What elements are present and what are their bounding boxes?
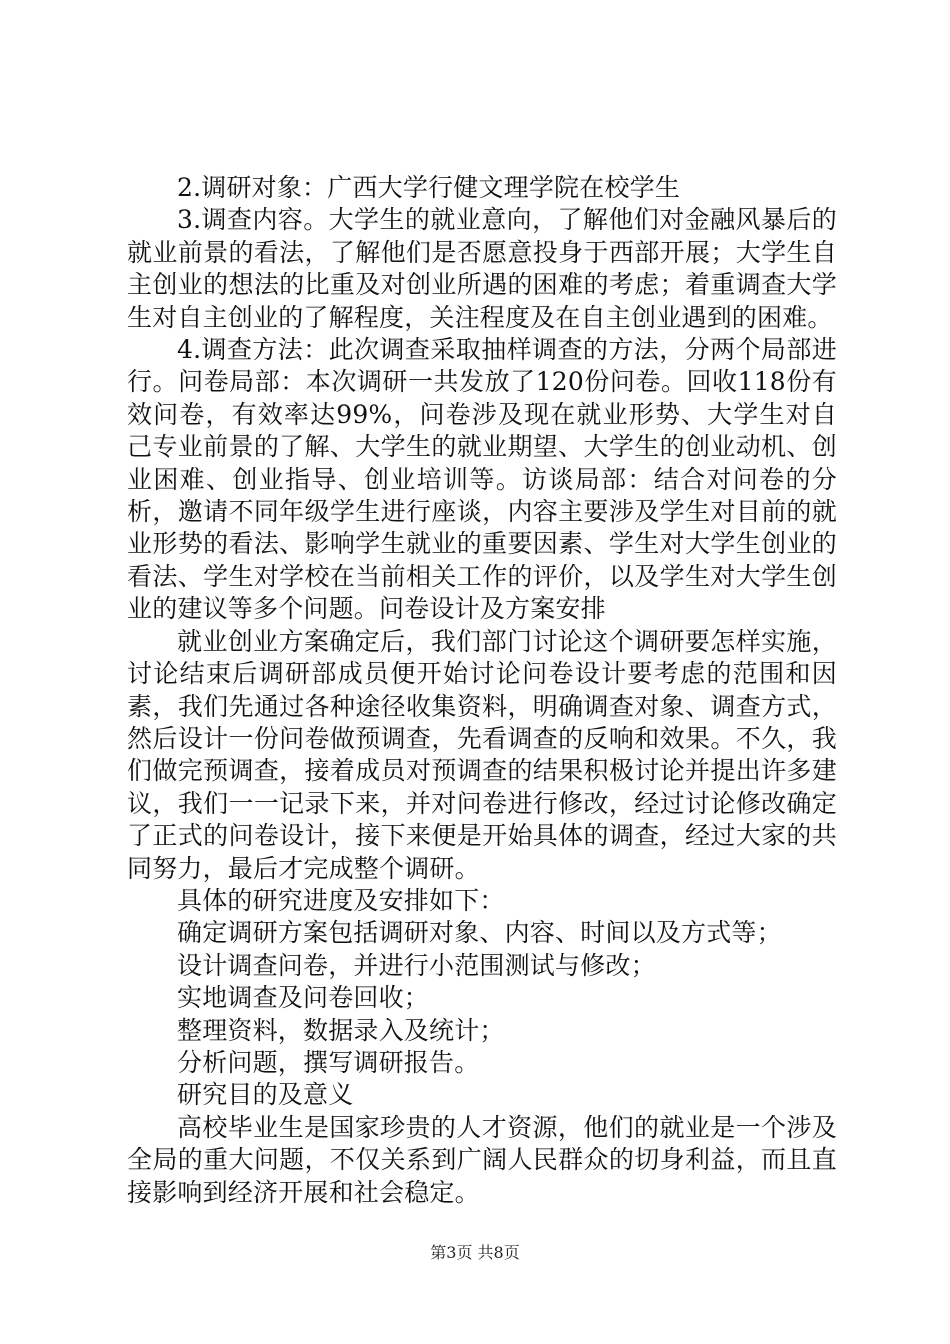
paragraph-purpose: 高校毕业生是国家珍贵的人才资源，他们的就业是一个涉及全局的重大问题，不仅关系到广阔人民群众的切身利益，而且直接影响到经济开展和社会稳定。	[127, 1112, 837, 1207]
schedule-item-5: 分析问题，撰写调研报告。	[177, 1047, 480, 1077]
schedule-item-3: 实地调查及问卷回收；	[177, 983, 430, 1013]
paragraph-research-subject: 2.调研对象：广西大学行健文理学院在校学生	[177, 173, 681, 202]
schedule-item-1: 确定调研方案包括调研对象、内容、时间以及方式等；	[177, 918, 782, 948]
paragraph-schedule-heading: 具体的研究进度及安排如下：	[177, 885, 505, 915]
paragraph-survey-content: 3.调查内容。大学生的就业意向，了解他们对金融风暴后的就业前景的看法，了解他们是否愿意投身于西部开展；大学生自主创业的想法的比重及对创业所遇的困难的考虑；着重调查大学生对自主创业的了解程度，关注程度及在自主创业遇到的困难。	[127, 205, 837, 332]
section-heading-purpose: 研究目的及意义	[177, 1080, 354, 1110]
schedule-item-2: 设计调查问卷，并进行小范围测试与修改；	[177, 950, 656, 980]
schedule-item-4: 整理资料，数据录入及统计；	[177, 1015, 505, 1045]
paragraph-survey-method: 4.调查方法：此次调查采取抽样调查的方法，分两个局部进行。问卷局部：本次调研一共发放了120份问卷。回收118份有效问卷，有效率达99%，问卷涉及现在就业形势、大学生对自己专业前景的了解、大学生的就业期望、大学生的创业动机、创业困难、创业指导、创业培训等。访谈局部：结合对问卷的分析，邀请不同年级学生进行座谈，内容主要涉及学生对目前的就业形势的看法、影响学生就业的重要因素、学生对大学生创业的看法、学生对学校在当前相关工作的评价，以及学生对大学生创业的建议等多个问题。问卷设计及方案安排	[127, 335, 837, 624]
document-body	[127, 172, 837, 1209]
paragraph-plan-implementation: 就业创业方案确定后，我们部门讨论这个调研要怎样实施，讨论结束后调研部成员便开始讨论问卷设计要考虑的范围和因素，我们先通过各种途径收集资料，明确调查对象、调查方式，然后设计一份问卷做预调查，先看调查的反响和效果。不久，我们做完预调查，接着成员对预调查的结果积极讨论并提出许多建议，我们一一记录下来，并对问卷进行修改，经过讨论修改确定了正式的问卷设计，接下来便是开始具体的调查，经过大家的共同努力，最后才完成整个调研。	[127, 626, 837, 883]
page-number-footer: 第3页 共8页	[430, 1243, 520, 1262]
